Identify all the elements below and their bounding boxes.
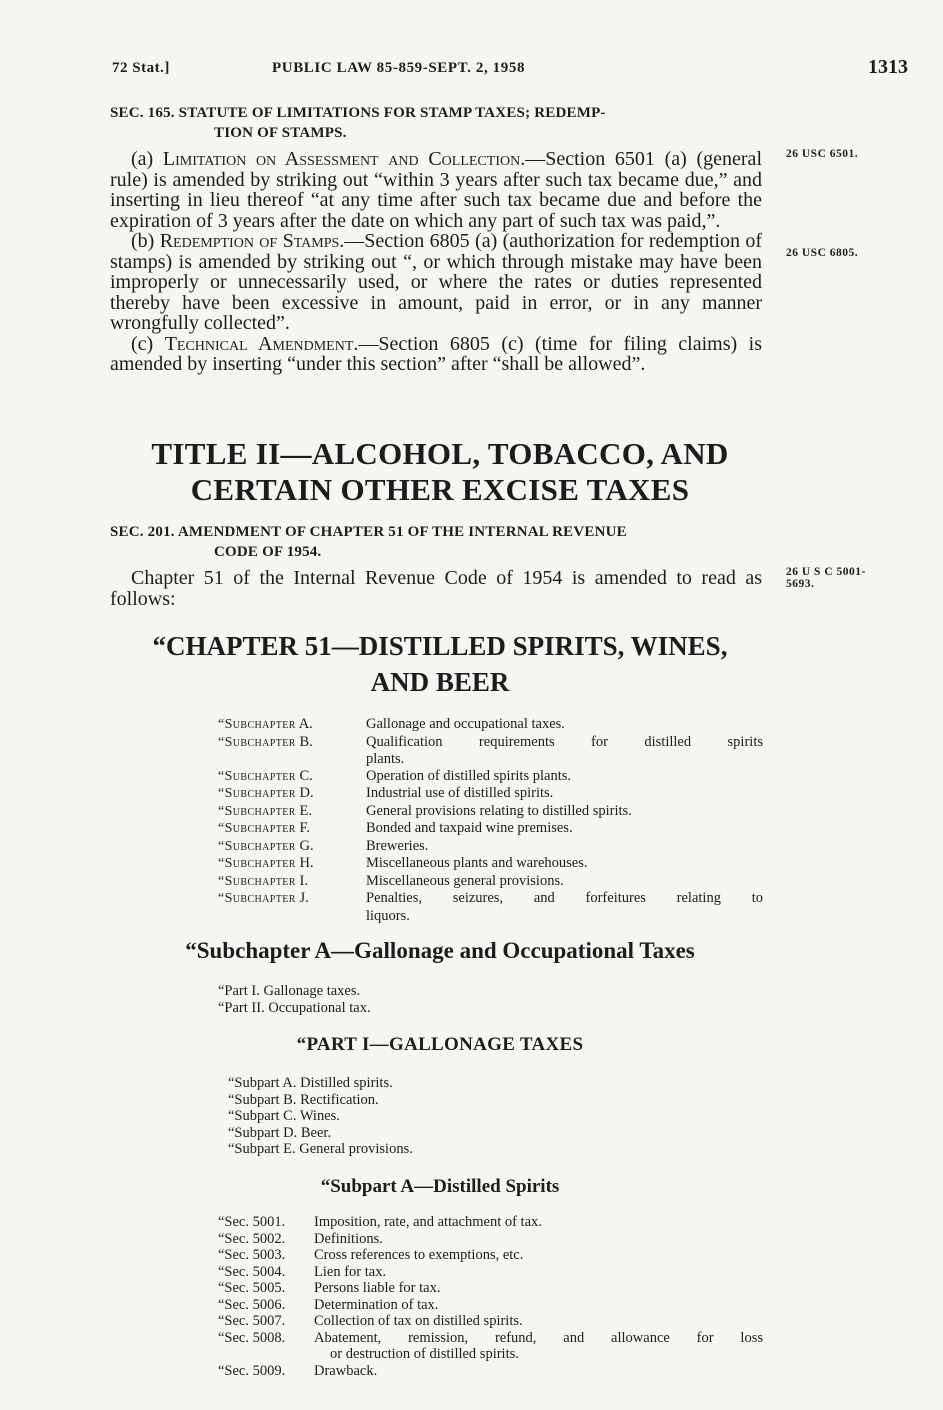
list-item: “Subchapter F. Bonded and taxpaid wine premises. [218,820,573,836]
list-item: “Sec. 5001. Imposition, rate, and attachment of tax. [218,1214,542,1230]
list-item: “Subchapter A. Gallonage and occupational taxes. [218,716,565,732]
subsection-c: (c) Technical Amendment.—Section 6805 (c) (time for filing claims) is amended by inserting “under this section” after “shall be allowed”. [110,332,762,375]
list-item: “Subpart B. Rectification. [228,1091,379,1108]
subchapter-list: “Subchapter A. Gallonage and occupational taxes. “Subchapter B. Qualification requirements for distilled spirits plants. “Subchapter C. Operation of distilled spirits plants. “Subchapter D. Industrial use of distilled spirits. “Subchapter E. General provisions relating to distilled spirits. “Subchapter F. Bonded and taxpaid wine premises. “Subchapter G. Breweries. “Subchapter H. Miscellaneous plants and warehouses. “Subchapter I. Miscellaneous general provisions. “Subchapter J. Penalties, seizures, and forfeitures relating to liquors. [218,716,763,924]
title-ii-heading: TITLE II—ALCOHOL, TOBACCO, AND CERTAIN OTHER EXCISE TAXES [151,436,729,507]
list-item: “Sec. 5006. Determination of tax. [218,1296,439,1313]
chapter-51-heading: “CHAPTER 51—DISTILLED SPIRITS, WINES, AND BEER [152,631,728,697]
list-item: “Sec. 5009. Drawback. [218,1362,378,1379]
list-item: “Subchapter B. Qualification requirements for distilled spirits [218,733,763,750]
section-201-heading: SEC. 201. AMENDMENT OF CHAPTER 51 OF THE INTERNAL REVENUE CODE OF 1954. [110,524,627,560]
list-item: “Part I. Gallonage taxes. [218,983,361,999]
page-header [112,56,912,86]
list-item: “Subchapter E. General provisions relating to distilled spirits. [218,802,632,819]
sections-list: “Sec. 5001. Imposition, rate, and attachment of tax. “Sec. 5002. Definitions. “Sec. 5003. Cross references to exemptions, etc. “Sec. 5004. Lien for tax. “Sec. 5005. Persons liable for tax. “Sec. 5006. Determination of tax. “Sec. 5007. Collection of tax on distilled spirits. “Sec. 5008. Abatement, remission, refund, and allowance for loss or destruction of distilled spirits. “Sec. 5009. Drawback. [218,1214,763,1379]
parts-list [218,983,371,1016]
list-item: “Subpart D. Beer. [228,1124,332,1141]
list-item: “Subchapter J. Penalties, seizures, and forfeitures relating to [218,890,763,906]
list-item: “Part II. Occupational tax. [218,999,371,1016]
list-item: “Sec. 5005. Persons liable for tax. [218,1280,441,1296]
subparts-list [228,1075,413,1158]
margin-note-5001: 26 U S C 5001- 5693. [786,566,866,590]
list-item: “Subpart A. Distilled spirits. [228,1075,393,1091]
subchapter-a-heading: “Subchapter A—Gallonage and Occupational Taxes [185,938,695,963]
list-item: “Sec. 5007. Collection of tax on distilled spirits. [218,1313,523,1329]
list-item: “Sec. 5004. Lien for tax. [218,1263,387,1280]
list-item: “Subchapter I. Miscellaneous general provisions. [218,872,564,889]
list-item: “Subchapter C. Operation of distilled spirits plants. [218,767,571,784]
subpart-a-heading: “Subpart A—Distilled Spirits [320,1176,560,1197]
margin-note-6501: 26 USC 6501. [786,148,859,160]
margin-note-6805: 26 USC 6805. [786,247,859,259]
statute-reference: 72 Stat.] [112,60,170,76]
subsection-b: (b) Redemption of Stamps.—Section 6805 (a) (authorization for redemption of stamps) is amended by striking out “, or which through mistake may have been improperly or unnecessarily used, or where the rates or duties represented thereby have been excessive in amount, paid in error, or in any manner wrongfully collected”. [110,230,762,334]
part-i-heading: “PART I—GALLONAGE TAXES [296,1034,584,1055]
list-item: “Sec. 5003. Cross references to exemptions, etc. [218,1247,524,1263]
list-item: “Subpart E. General provisions. [228,1141,413,1157]
list-item: “Sec. 5002. Definitions. [218,1230,383,1247]
list-item: “Subchapter H. Miscellaneous plants and warehouses. [218,855,588,871]
public-law-citation: PUBLIC LAW 85-859-SEPT. 2, 1958 [272,60,526,76]
section-165 [110,103,762,375]
section-201-text: Chapter 51 of the Internal Revenue Code of 1954 is amended to read as follows: [110,567,762,610]
list-item: “Subchapter G. Breweries. [218,837,429,854]
list-item: “Sec. 5008. Abatement, remission, refund, and allowance for loss [218,1329,763,1346]
section-201 [110,522,762,609]
page-number: 1313 [868,56,908,78]
list-item: “Subchapter D. Industrial use of distilled spirits. [218,785,554,801]
section-165-heading: SEC. 165. STATUTE OF LIMITATIONS FOR STAMP TAXES; REDEMP- TION OF STAMPS. [110,105,606,141]
list-item: “Subpart C. Wines. [228,1108,340,1124]
subsection-a: (a) Limitation on Assessment and Collection.—Section 6501 (a) (general rule) is amended by striking out “within 3 years after such tax became due,” and inserting in lieu thereof “at any time after such tax became due and before the expiration of 3 years after the date on which any part of such tax was paid,”. [110,148,762,232]
